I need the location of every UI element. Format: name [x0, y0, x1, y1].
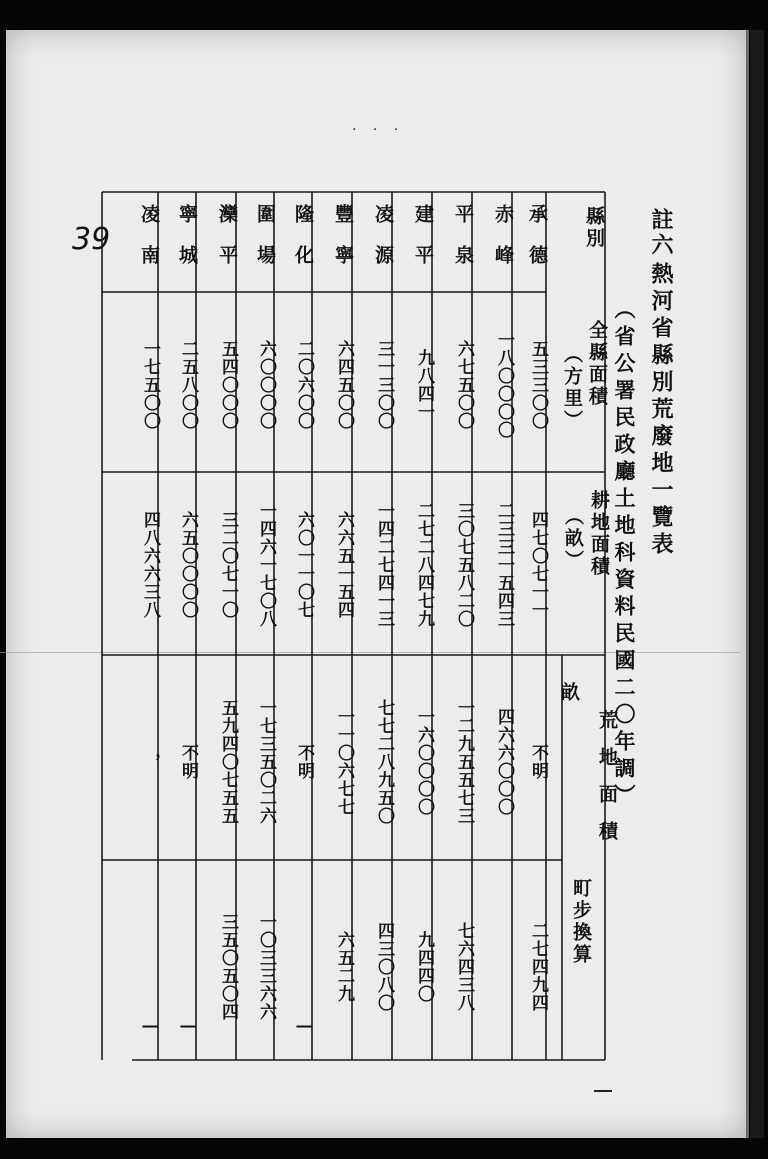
cell-waste-cho: 七六四三八: [454, 921, 474, 1012]
cell-county: 承德: [526, 204, 548, 286]
cell-county: 寧城: [176, 204, 198, 286]
cell-waste-mu: 一一〇六七七: [334, 707, 354, 816]
cell-waste-mu: 不明: [528, 743, 548, 780]
cell-total: 三一三〇〇: [374, 340, 394, 430]
cell-cultivated: 四八六六三八: [140, 511, 160, 619]
cell-cultivated: 六六五一五四: [334, 511, 354, 619]
cell-waste-mu: 不明: [294, 743, 314, 780]
cell-total: 六七五〇〇: [454, 340, 474, 430]
header-waste-cho: 町步換算: [570, 878, 592, 966]
page-number: 39: [72, 222, 111, 257]
cell-county: 隆化: [292, 204, 314, 286]
cell-waste-cho: 四三〇八〇: [374, 921, 394, 1012]
cell-waste-cho: 二七四九四: [528, 921, 548, 1012]
cell-cultivated: 三二〇七一〇: [218, 511, 238, 619]
cell-total: 一八〇〇〇〇: [494, 331, 514, 439]
note-label: 註六: [648, 208, 674, 258]
cell-total: 二〇六〇〇: [294, 340, 314, 430]
header-waste-mu: 畝: [558, 682, 580, 704]
cell-waste-mu: 不明: [178, 743, 198, 780]
cell-waste-cho: 三五〇五〇四: [218, 912, 238, 1021]
cell-waste-cho: 一〇三三六六: [256, 912, 276, 1021]
cell-county: 赤峰: [492, 204, 514, 286]
cell-county: 凌源: [372, 204, 394, 286]
cell-county: 平泉: [452, 204, 474, 286]
dust-marks: · · ·: [352, 122, 405, 138]
cell-cultivated: 一四六一七〇八: [256, 502, 276, 628]
cell-total: 二五八〇〇: [178, 340, 198, 430]
table-title: 熱河省縣別荒廢地一覽表: [648, 262, 674, 559]
cell-cultivated: 六〇一一〇七: [294, 511, 314, 619]
header-cultivated-unit: （畝）: [562, 506, 584, 572]
cell-total: 九八四一: [414, 349, 434, 421]
cell-total: 六四五〇〇: [334, 340, 354, 430]
table-source: （省公署民政廳土地科資料民國二〇年調）: [612, 298, 637, 811]
cell-county: 豐寧: [332, 204, 354, 286]
cell-waste-cho: 六五二九: [334, 930, 354, 1003]
header-county: 縣別: [583, 206, 605, 250]
cell-county: 圍場: [254, 204, 276, 286]
cell-waste-mu: 七七二八九五〇: [374, 698, 394, 825]
cell-cultivated: 二七二八四七九: [414, 502, 434, 628]
cell-total: 一七五〇〇: [140, 340, 160, 430]
cell-county: 建平: [412, 204, 434, 286]
cell-waste-cho: —: [294, 1016, 314, 1037]
cell-waste-mu: 一七三五〇二六: [256, 698, 276, 825]
cell-cultivated: 四七〇七一一: [528, 511, 548, 619]
header-total-area: 全縣面積: [586, 320, 608, 408]
header-waste: 荒地面積: [596, 710, 618, 858]
header-cultivated: 耕地面積: [588, 490, 610, 578]
cell-cultivated: 一四二七四一三: [374, 502, 394, 628]
cell-county: 灤平: [216, 204, 238, 286]
header-total-unit: （方里）: [561, 344, 583, 432]
cell-waste-mu: 五九四〇七五五: [218, 698, 238, 825]
cell-waste-cho: 九四四〇: [414, 930, 434, 1003]
cell-waste-mu: 四六六〇〇〇: [494, 707, 514, 816]
cell-waste-cho: —: [140, 1016, 160, 1037]
cell-waste-mu: 一六〇〇〇〇: [414, 707, 434, 816]
cell-total: 六〇〇〇〇: [256, 340, 276, 430]
cell-total: 五三三〇〇: [528, 340, 548, 430]
cell-cultivated: 二三三一五四三: [494, 502, 514, 628]
cell-cultivated: 三〇七五八二〇: [454, 502, 474, 628]
cell-waste-cho: —: [178, 1016, 198, 1037]
cell-cultivated: 六五〇〇〇〇: [178, 511, 198, 619]
cell-waste-cho: [472, 878, 512, 1055]
cell-total: 五四〇〇〇: [218, 340, 238, 430]
cell-waste-mu: ，: [140, 752, 160, 771]
cell-waste-mu: 一二九五五七三: [454, 698, 474, 825]
cell-county: 凌南: [138, 204, 160, 286]
page-marker: [594, 1090, 612, 1092]
